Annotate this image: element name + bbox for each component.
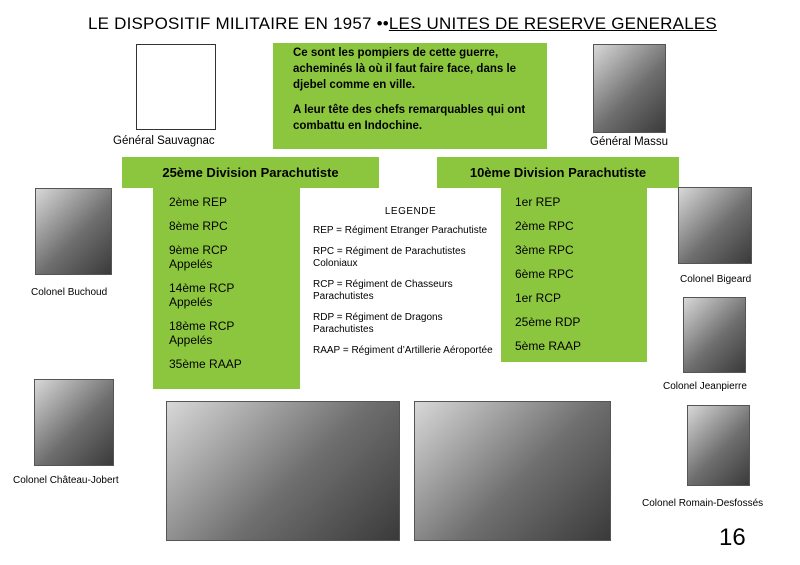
division-25-units (153, 188, 300, 389)
division-25-header: 25ème Division Parachutiste (122, 157, 379, 188)
colonel-chateau-jobert-caption: Colonel Château-Jobert (13, 475, 119, 486)
unit-item: 3ème RPC (515, 243, 574, 257)
general-sauvagnac-caption: Général Sauvagnac (113, 135, 215, 147)
division-10-header: 10ème Division Parachutiste (437, 157, 679, 188)
bigeard-photo (678, 187, 752, 264)
page-number: 16 (719, 524, 746, 551)
unit-item: 1er RCP (515, 291, 562, 305)
unit-item: 6ème RPC (515, 267, 574, 281)
romain-desfosses-photo (687, 405, 750, 486)
parade-photo-right (414, 401, 611, 541)
legend-item: RCP = Régiment de Chasseurs Parachutistes (313, 279, 453, 302)
colonel-buchoud-caption: Colonel Buchoud (31, 287, 108, 298)
unit-item: 25ème RDP (515, 315, 581, 329)
unit-item: 1er REP (515, 195, 561, 209)
page-title (88, 14, 717, 34)
buchoud-photo (35, 188, 112, 275)
legend-item: RDP = Régiment de Dragons Parachutistes (313, 312, 443, 335)
colonel-bigeard-caption: Colonel Bigeard (680, 274, 752, 285)
title-prefix: LE DISPOSITIF MILITAIRE EN 1957 (88, 14, 377, 33)
jeanpierre-photo (683, 297, 746, 373)
unit-item: 2ème RPC (515, 219, 574, 233)
general-massu-caption: Général Massu (590, 136, 668, 148)
unit-item: 9ème RCP Appelés (169, 243, 228, 271)
unit-item: 35ème RAAP (169, 357, 242, 371)
massu-photo (593, 44, 666, 133)
parade-photo-left (166, 401, 400, 541)
title-subtitle: LES UNITES DE RESERVE GENERALES (388, 14, 717, 33)
intro-line-2: A leur tête des chefs remarquables qui ont combattu en Indochine. (293, 104, 526, 132)
legend-item: RPC = Régiment de Parachutistes Coloniaux (313, 246, 466, 269)
division-10-units (501, 188, 647, 362)
legend (313, 206, 498, 366)
legend-item: REP = Régiment Etranger Parachutiste (313, 225, 488, 236)
unit-item: 2ème REP (169, 195, 228, 209)
colonel-jeanpierre-caption: Colonel Jeanpierre (663, 381, 747, 392)
legend-item: RAAP = Régiment d’Artillerie Aéroportée (313, 345, 493, 356)
sauvagnac-photo-frame (136, 44, 216, 130)
colonel-romain-desfosses-caption: Colonel Romain-Desfossés (642, 498, 764, 509)
title-bullets: •• (376, 14, 389, 33)
unit-item: 14ème RCP Appelés (169, 281, 235, 309)
legend-title: LEGENDE (384, 206, 437, 217)
intro-box (273, 43, 547, 149)
chateau-jobert-photo (34, 379, 114, 466)
unit-item: 18ème RCP Appelés (169, 319, 235, 347)
unit-item: 8ème RPC (169, 219, 228, 233)
intro-line-1: Ce sont les pompiers de cette guerre, acheminés là où il faut faire face, dans le djebel comme en ville. (293, 47, 517, 91)
unit-item: 5ème RAAP (515, 339, 582, 353)
